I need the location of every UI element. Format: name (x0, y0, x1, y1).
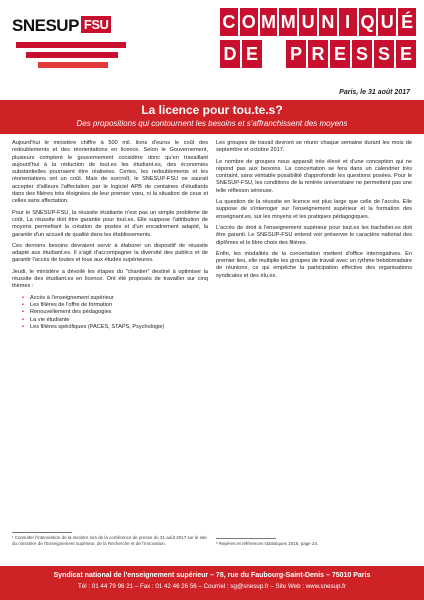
right-column (216, 140, 412, 284)
press-letter: R (308, 40, 328, 68)
footnote-rule (216, 538, 276, 539)
footnote-left: ¹ Consulter l'intervention de la ministre lors de la conférence de presse du 31 août 2017 sur le site du ministère de l'Enseignement supérieur, de la Recherche et de l'Innovation. (12, 535, 207, 546)
footer-address: Syndicat national de l'enseignement supérieur – 78, rue du Faubourg-Saint-Denis – 75010 Paris (53, 572, 371, 579)
press-letter: O (240, 8, 258, 36)
paragraph: Le nombre de groupes nous apparaît très élevé et d'une conception qui ne répond pas aux besoins. La concertation se fera dans un calendrier très contraint, sans véritable possibilité d'approfondir les questions posées. Pour le SNESUP-FSU, les conditions de la rentrée universitaire ne permettent pas une telle réflexion sérieuse. (216, 158, 412, 194)
press-letter: Q (359, 8, 377, 36)
paragraph: Jeudi, le ministère a dévoilé les étapes du "chantier" destiné à optimiser la réussite des étudiant.es en licence. Ont été proposés de travailler sur cinq thèmes : (12, 268, 208, 290)
list-item: ▪ Renouvellement des pédagogies (22, 309, 208, 316)
logo-stripe (16, 42, 126, 48)
topics-list (22, 295, 208, 331)
press-date: Paris, le 31 août 2017 (339, 89, 410, 96)
footer-contact: Tél : 01 44 79 96 21 – Fax : 01 42 46 26 56 – Courriel : sg@snesup.fr – Site Web : www.snesup.fr (78, 583, 346, 590)
press-letter: S (374, 40, 394, 68)
press-letter: U (378, 8, 396, 36)
list-item: ▪ La vie étudiante (22, 317, 208, 324)
page-title: La licence pour tou.te.s? (141, 103, 283, 117)
press-letter: P (286, 40, 306, 68)
snesup-fsu-logo (12, 12, 132, 68)
paragraph: Pour le SNESUP-FSU, la réussite étudiante n'est pas un simple problème de coût. La réussite doit être garantie pour tout.es. Elle suppose l'attribution de moyens permettant la création de postes et d'un encadrement adapté, la garantie d'un accueil de qualité dans les établissements. (12, 209, 208, 238)
press-letter: C (220, 8, 238, 36)
page-subtitle: Des propositions qui contournent les besoins et s'affranchissent des moyens (76, 119, 348, 128)
logo-stripe (26, 52, 118, 58)
press-letter: S (352, 40, 372, 68)
paragraph: Les groupes de travail devront se réunir chaque semaine durant les mois de septembre et octobre 2017. (216, 140, 412, 154)
press-letter: E (330, 40, 350, 68)
press-letter: N (319, 8, 337, 36)
press-line-2 (220, 40, 416, 68)
list-item: ▪ Les filières spécifiques (PACES, STAPS, Psychologie) (22, 324, 208, 331)
header (0, 0, 424, 82)
press-letter: M (260, 8, 278, 36)
logo-badge: FSU (81, 16, 112, 33)
paragraph: L'accès de droit à l'enseignement supérieur pour tout.es les bachelier.es doit être garanti. Le SNESUP-FSU entend voir préserver le caractère national des diplômes et le libre choix des filières. (216, 224, 412, 246)
press-letter: M (279, 8, 297, 36)
logo-stripe (38, 62, 108, 68)
footnote-right: ² Repères et références statistiques 2016, page 24. (216, 541, 319, 546)
press-letter (264, 40, 284, 68)
list-item: ▪ Accès à l'enseignement supérieur (22, 295, 208, 302)
left-column (12, 140, 208, 335)
paragraph: Aujourd'hui le ministère chiffre à 500 mil. lions d'euros le coût des redoublements et des réorientations en licence. Selon le Gouvernement, plusieurs comptent le gouvernement considère donc qu'en travaillant aujourd'hui à la réduction de tout.es les étudiant.es, des économies substantielles pourraient être réalisées. Certes, les redoublements et les réorientations ont un coût. Mais de surcroît, le SNESUP-FSU ne saurait accepter d'ailleurs l'affectation par le logiciel APB de centaines d'étudiants dans des filières très éloignées de leur premier vœu, ni la situation de ceux et celles sans affectation. (12, 140, 208, 205)
logo-text (12, 16, 111, 36)
footnote-rule (12, 532, 72, 533)
paragraph: Ces derniers besoins devraient servir à élaborer un dispositif de réussite adapté aux étudiant.es. Il s'agit d'accompagner la diversité des publics et de garantir l'accès de toutes et tous aux études supérieures. (12, 242, 208, 264)
press-letter: E (242, 40, 262, 68)
press-letter: D (220, 40, 240, 68)
communique-de-presse-banner (220, 8, 416, 74)
press-letter: I (339, 8, 357, 36)
paragraph: Enfin, les modalités de la concertation mettent d'office interrogatives. En premier lieu, elle multiplie les groupes de travail avec un rythme hebdomadaire de réunions, ce qui empêche la participation effective des organisations syndicales et des élu.es. (216, 250, 412, 279)
press-line-1 (220, 8, 416, 36)
logo-main: SNESUP (12, 16, 79, 35)
footer (0, 566, 424, 600)
list-item: ▪ Les filières de l'offre de formation (22, 302, 208, 309)
paragraph: La question de la réussite en licence est plus large que celle de l'accès. Elle suppose de s'interroger sur l'enseignement supérieur et la formation des enseignant.es, sur les moyens et les pratiques pédagogiques. (216, 199, 412, 220)
press-letter: E (396, 40, 416, 68)
press-letter: U (299, 8, 317, 36)
press-letter: É (398, 8, 416, 36)
